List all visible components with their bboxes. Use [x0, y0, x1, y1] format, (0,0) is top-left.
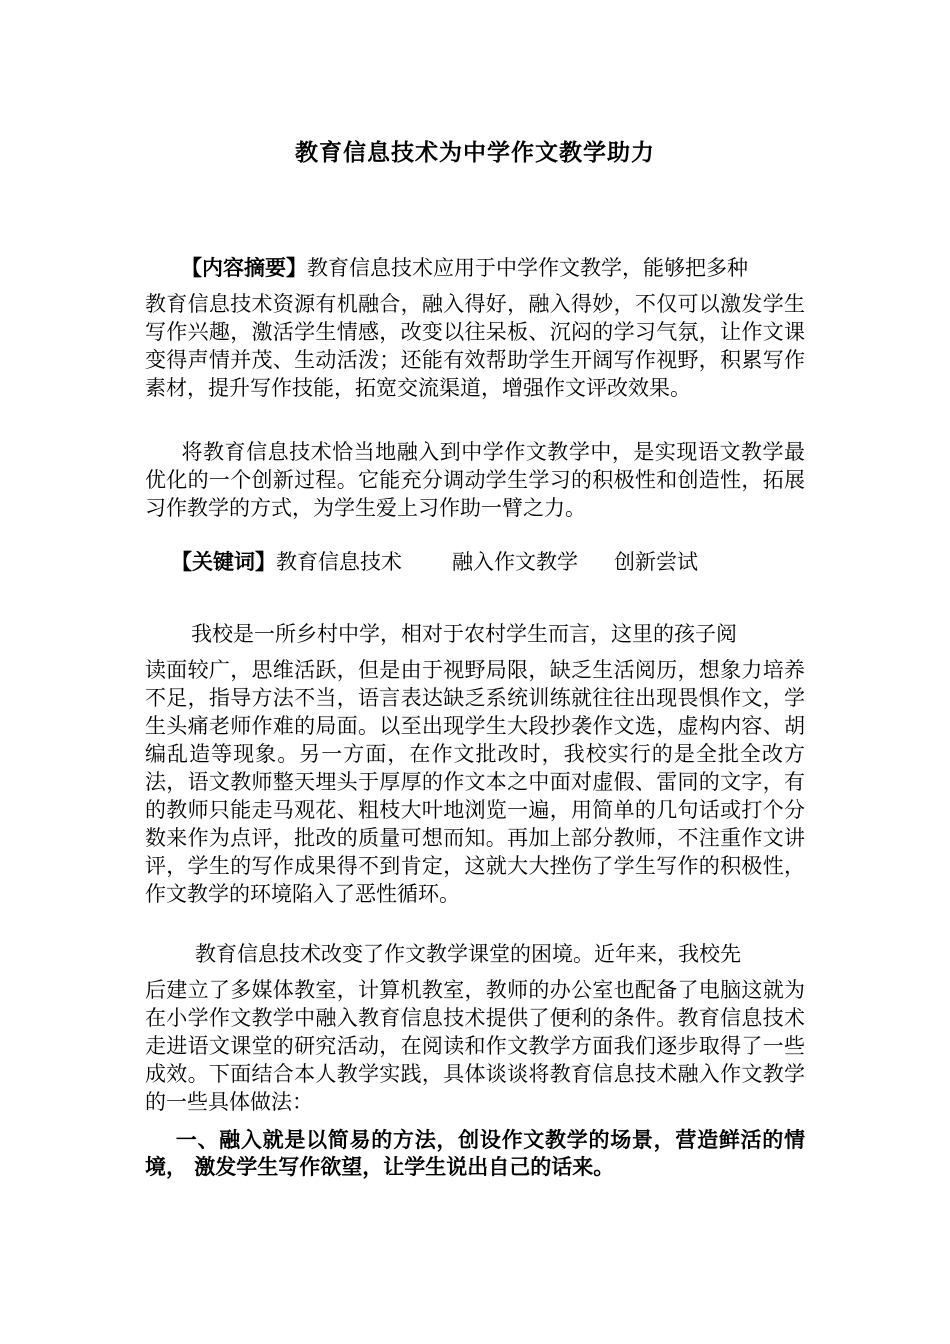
keyword-3: 创新尝试	[614, 550, 698, 574]
abstract-body-text: 教育信息技术资源有机融合，融入得好，融入得妙，不仅可以激发学生写作兴趣，激活学生情感，改变以往呆板、沉闷的学习气氛，让作文课变得声情并茂、生动活泼；还能有效帮助学生开阔写作视野，积累写作素材，提升写作技能，拓宽交流渠道，增强作文评改效果。	[145, 292, 805, 400]
keywords-line	[145, 548, 805, 576]
abstract-paragraph-2	[145, 438, 805, 522]
abstract-first-text: 教育信息技术应用于中学作文教学，能够把多种	[307, 256, 748, 280]
body-p1-text: 读面较广，思维活跃，但是由于视野局限，缺乏生活阅历，想象力培养不足，指导方法不当，语言表达缺乏系统训练就往往出现畏惧作文，学生头痛老师作难的局面。以至出现学生大段抄袭作文选，虚构内容、胡编乱造等现象。另一方面，在作文批改时，我校实行的是全批全改方法，语文教师整天埋头于厚厚的作文本之中面对虚假、雷同的文字，有的教师只能走马观花、粗枝大叶地浏览一遍，用简单的几句话或打个分数来作为点评，批改的质量可想而知。再加上部分教师，不注重作文讲评，学生的写作成果得不到肯定，这就大大挫伤了学生写作的积极性，作文教学的环境陷入了恶性循环。	[145, 658, 805, 906]
section-heading-1	[145, 1126, 805, 1180]
body-p2-first-text: 教育信息技术改变了作文教学课堂的困境。近年来，我校先	[195, 942, 741, 966]
keyword-2: 融入作文教学	[452, 550, 578, 574]
body-p2-first-line	[145, 940, 805, 968]
keywords-label: 【关键词】	[171, 549, 276, 574]
abstract-p2-text: 将教育信息技术恰当地融入到中学作文教学中，是实现语文教学最优化的一个创新过程。它能充分调动学生学习的积极性和创造性，拓展习作教学的方式，为学生爱上习作助一臂之力。	[145, 440, 805, 520]
document-title: 教育信息技术为中学作文教学助力	[295, 139, 655, 166]
section-heading-1-text: 一、融入就是以简易的方法，创设作文教学的场景，营造鲜活的情境， 激发学生写作欲望，让学生说出自己的话来。	[145, 1127, 805, 1179]
abstract-first-line	[145, 254, 805, 282]
body-p1-first-text: 我校是一所乡村中学，相对于农村学生而言，这里的孩子阅	[191, 622, 737, 646]
abstract-paragraph	[145, 254, 805, 402]
abstract-label: 【内容摘要】	[181, 255, 307, 280]
body-paragraph-1	[145, 620, 805, 908]
body-p1-first-line	[145, 620, 805, 648]
body-paragraph-2	[145, 940, 805, 1116]
body-p2-text: 后建立了多媒体教室，计算机教室，教师的办公室也配备了电脑这就为在小学作文教学中融入教育信息技术提供了便利的条件。教育信息技术走进语文课堂的研究活动，在阅读和作文教学方面我们逐步取得了一些成效。下面结合本人教学实践，具体谈谈将教育信息技术融入作文教学的一些具体做法：	[145, 978, 805, 1114]
keyword-1: 教育信息技术	[276, 550, 402, 574]
